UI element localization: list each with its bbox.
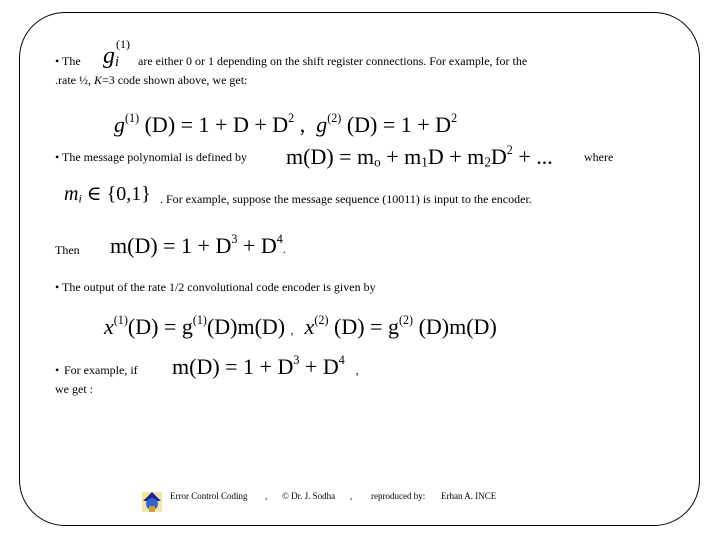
message-text: The message polynomial is defined by: [62, 150, 247, 164]
footer-separator: ,: [265, 491, 268, 501]
mi-set-equation: mi ∈ {0,1}: [64, 183, 151, 206]
slide-frame: [19, 12, 700, 526]
gi-superscript: (1): [116, 37, 130, 51]
footer-reproducer: Erhan A. INCE: [441, 491, 497, 501]
example-text: For example, if: [64, 363, 138, 377]
footer-course: Error Control Coding: [170, 491, 248, 501]
bullet: •: [55, 280, 60, 294]
we-get-text: we get :: [55, 382, 93, 396]
gi-symbol: gi: [103, 43, 119, 70]
where-text: where: [584, 150, 614, 164]
then-label: Then: [55, 243, 80, 257]
university-logo-icon: [140, 488, 164, 514]
then-equation: $m(D) = 1 + D^3 + D^4$.: [110, 232, 286, 258]
bullet: •: [55, 150, 60, 164]
mi-text: . For example, suppose the message sequence (10011) is input to the encoder.: [160, 192, 532, 206]
output-text: The output of the rate 1/2 convolutional code encoder is given by: [62, 280, 376, 294]
bullet: •: [55, 363, 60, 377]
line1-text: are either 0 or 1 depending on the shift register connections. For example, for the: [138, 54, 528, 68]
bullet: •: [55, 54, 60, 68]
message-polynomial-equation: $m(D) = m_o + m_1D + m_2D^2$ + ...: [286, 143, 553, 170]
footer-author: © Dr. J. Sodha: [282, 491, 336, 501]
example-equation: $m(D) = 1 + D^3 + D^4$ ,: [172, 353, 359, 379]
footer-separator: ,: [350, 491, 353, 501]
footer-reproduced: reproduced by:: [371, 491, 426, 501]
line2-text: .rate ½, K=3 code shown above, we get:: [55, 73, 248, 87]
generator-equations: $g^{(1)}$ $(D) = 1 + D + D^2$ , $g^{(2)}$ $(D) = 1 + D^2$: [114, 111, 458, 137]
line1-prefix: The: [62, 54, 81, 68]
output-equations: $x^{(1)}(D) = g^{(1)}(D)m(D)$ , $x^{(2)}$ $(D) = g^{(2)}$ (D)m(D): [104, 313, 497, 339]
